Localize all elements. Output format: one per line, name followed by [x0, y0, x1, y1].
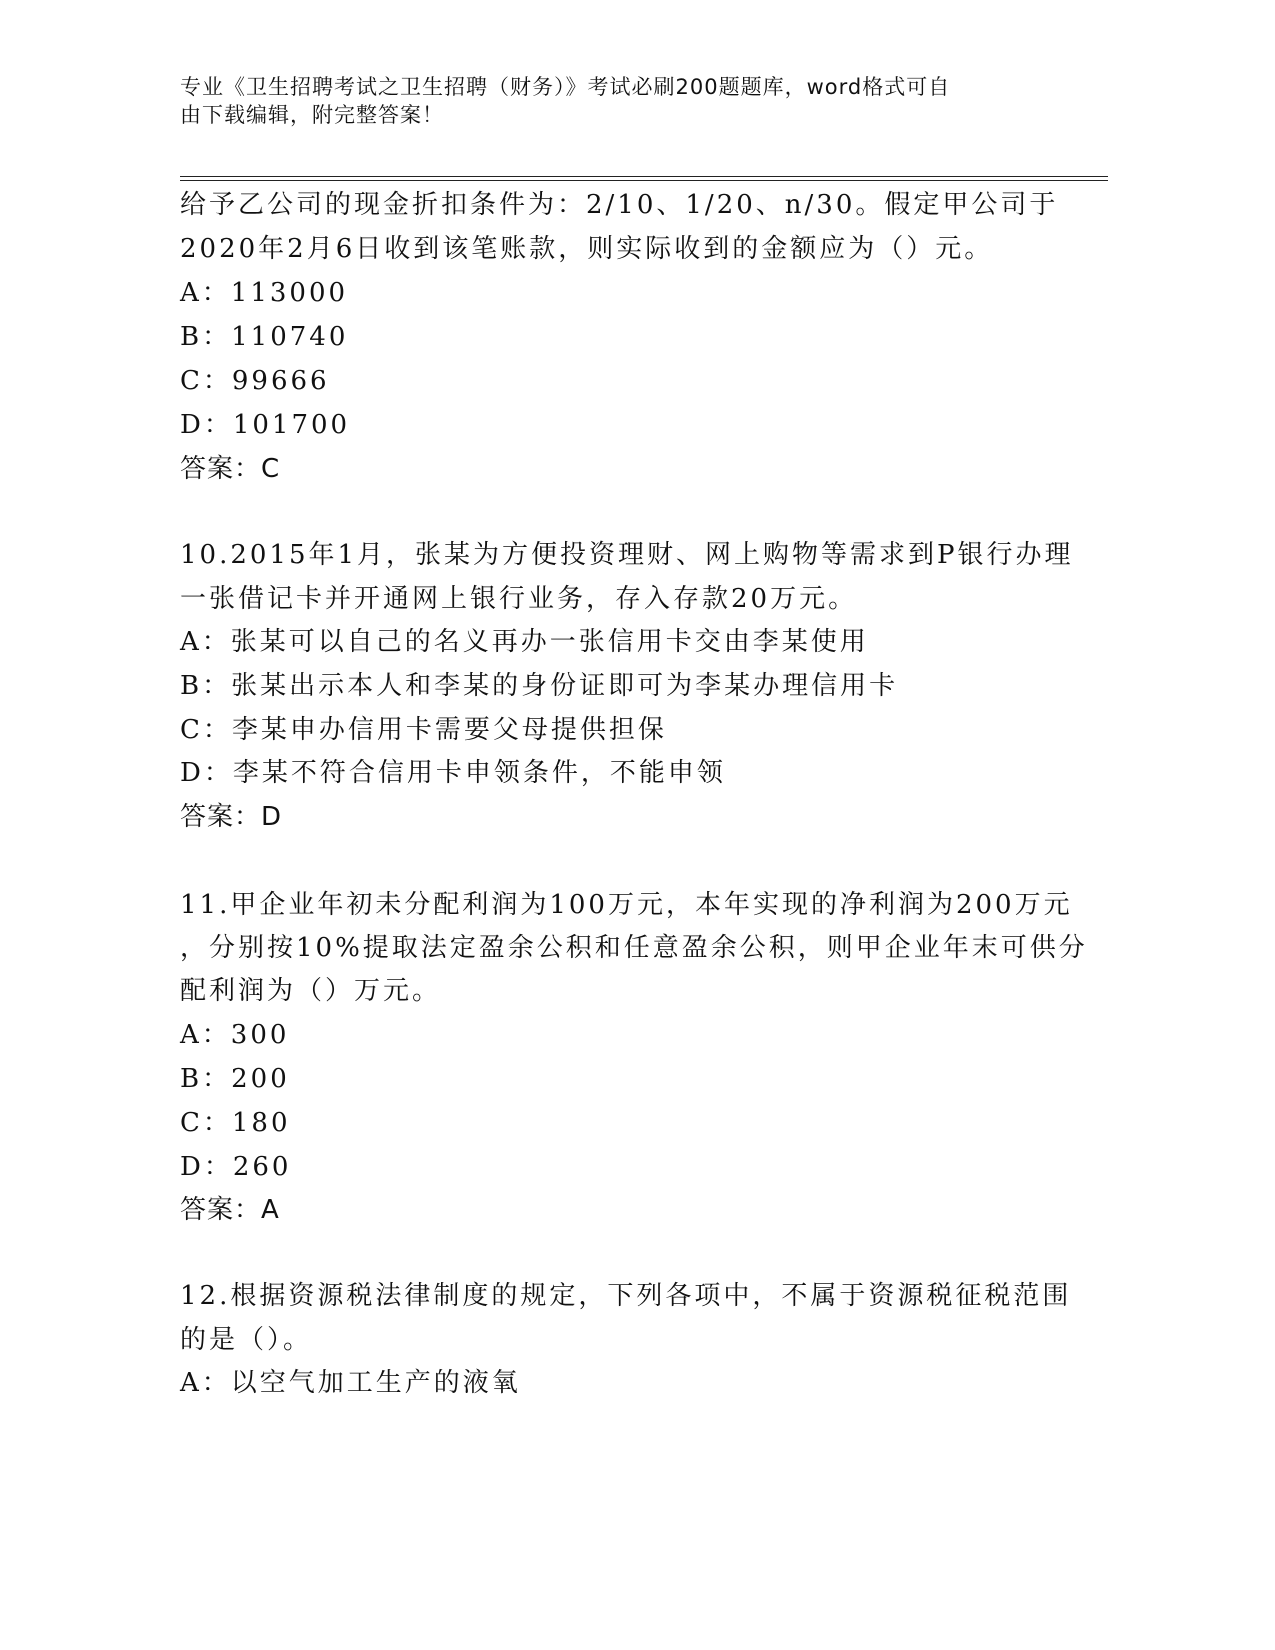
q12-stem-line-2: 的是（）。: [180, 1325, 313, 1355]
q11-option-b: B：200: [180, 1064, 290, 1094]
q9-option-d: D：101700: [180, 410, 351, 440]
header-line-2: 由下载编辑，附完整答案！: [180, 103, 444, 127]
q11-answer: 答案：A: [180, 1195, 280, 1225]
q9-option-b: B：110740: [180, 322, 349, 352]
header-divider-bottom: [180, 180, 1108, 181]
q10-option-a: A：张某可以自己的名义再办一张信用卡交由李某使用: [180, 627, 869, 657]
header-divider-top: [180, 176, 1108, 177]
q10-stem-line-1: 10.2015年1月，张某为方便投资理财、网上购物等需求到P银行办理: [180, 540, 1074, 570]
q10-stem-line-2: 一张借记卡并开通网上银行业务，存入存款20万元。: [180, 584, 858, 614]
header-line-1: 专业《卫生招聘考试之卫生招聘（财务）》考试必刷200题题库，word格式可自: [180, 75, 951, 99]
document-header: [180, 73, 1060, 129]
q11-stem-line-3: 配利润为（）万元。: [180, 976, 442, 1006]
q9-answer: 答案：C: [180, 454, 281, 484]
q11-option-d: D：260: [180, 1152, 292, 1182]
q12-stem-line-1: 12.根据资源税法律制度的规定，下列各项中，不属于资源税征税范围: [180, 1281, 1072, 1311]
q11-option-c: C：180: [180, 1108, 291, 1138]
q12-option-a: A：以空气加工生产的液氧: [180, 1368, 521, 1398]
q10-option-d: D：李某不符合信用卡申领条件，不能申领: [180, 758, 726, 788]
q10-option-c: C：李某申办信用卡需要父母提供担保: [180, 715, 667, 745]
q9-option-c: C：99666: [180, 366, 330, 396]
q9-option-a: A：113000: [180, 278, 349, 308]
q10-option-b: B：张某出示本人和李某的身份证即可为李某办理信用卡: [180, 671, 899, 701]
q11-stem-line-2: ，分别按10%提取法定盈余公积和任意盈余公积，则甲企业年末可供分: [180, 933, 1088, 963]
q9-stem-line-2: 2020年2月6日收到该笔账款，则实际收到的金额应为（）元。: [180, 234, 994, 264]
q9-stem-line-1: 给予乙公司的现金折扣条件为：2/10、1/20、n/30。假定甲公司于: [180, 190, 1059, 220]
q10-answer: 答案：D: [180, 802, 283, 832]
q11-stem-line-1: 11.甲企业年初未分配利润为100万元，本年实现的净利润为200万元: [180, 890, 1073, 920]
q11-option-a: A：300: [180, 1020, 290, 1050]
